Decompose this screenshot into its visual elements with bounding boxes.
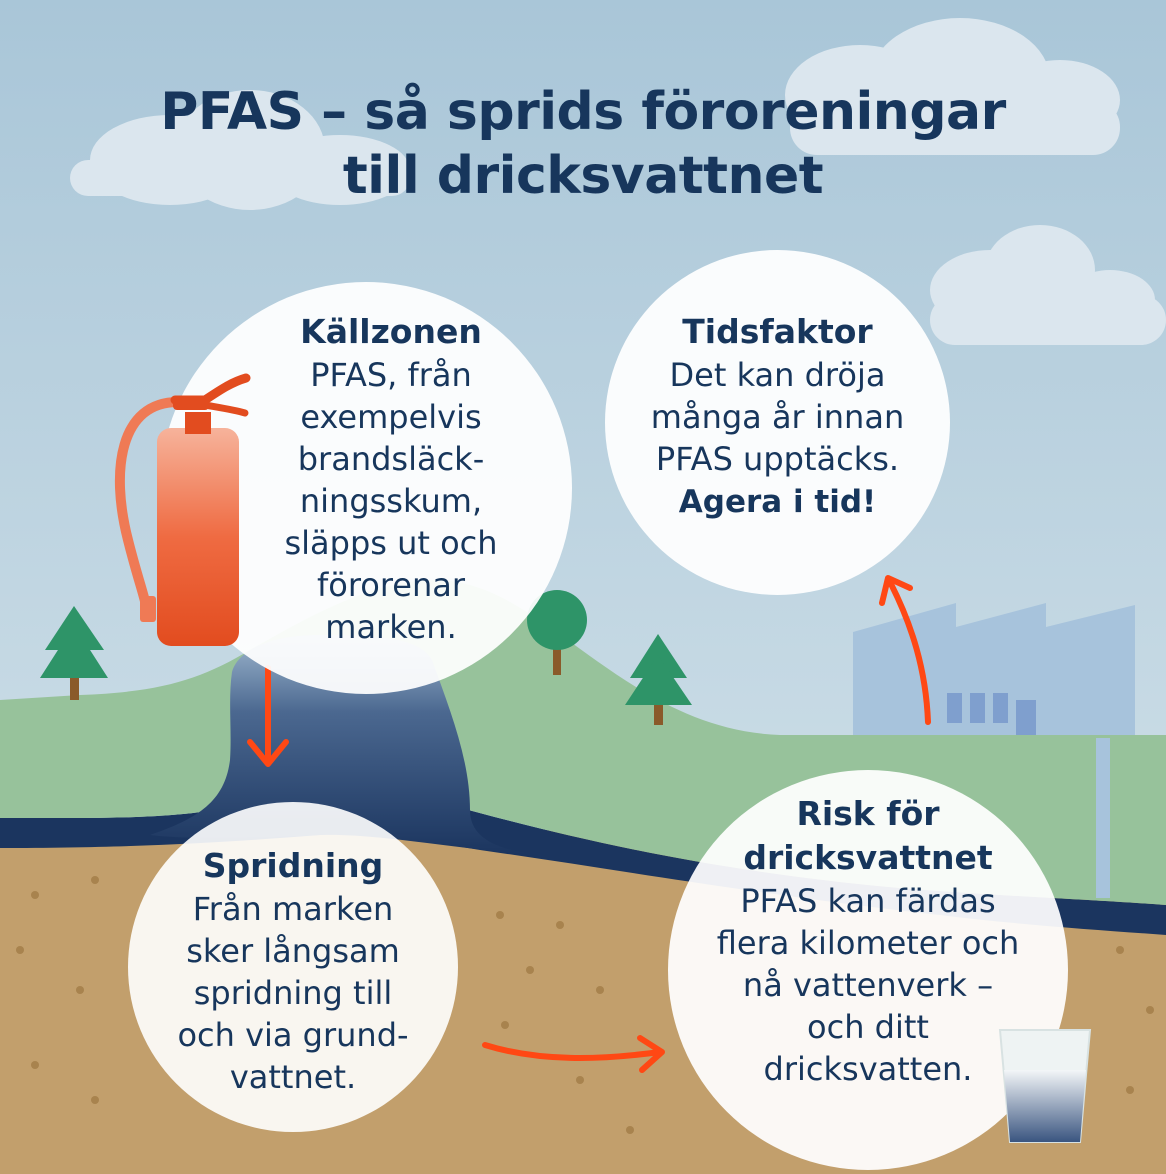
spreading-callout bbox=[128, 802, 458, 1132]
callout-line: släpps ut och bbox=[284, 524, 498, 562]
call-to-action: Agera i tid! bbox=[678, 484, 877, 520]
pipe bbox=[1096, 738, 1110, 898]
title-line: PFAS – så sprids föroreningar bbox=[160, 82, 1006, 142]
page-title bbox=[0, 80, 1166, 208]
callout-line: PFAS, från bbox=[310, 356, 472, 394]
source-zone-callout bbox=[160, 282, 572, 694]
callout-line: Det kan dröja bbox=[669, 356, 886, 394]
callout-heading: Källzonen bbox=[300, 312, 482, 351]
title-line: till dricksvattnet bbox=[342, 146, 824, 206]
callout-body bbox=[261, 354, 521, 648]
callout-body bbox=[618, 354, 938, 480]
callout-line: exempelvis bbox=[300, 398, 482, 436]
callout-line: och ditt bbox=[807, 1008, 929, 1046]
callout-line: Från marken bbox=[192, 890, 394, 928]
callout-heading: Risk för bbox=[796, 794, 940, 833]
callout-line: spridning till bbox=[193, 974, 393, 1012]
drinking-water-risk-callout bbox=[668, 770, 1068, 1170]
time-factor-callout bbox=[605, 250, 950, 595]
callout-line: många år innan bbox=[650, 398, 905, 436]
callout-line: ningsskum, bbox=[299, 482, 483, 520]
callout-line: sker långsam bbox=[186, 932, 400, 970]
callout-line: och via grund- bbox=[177, 1016, 409, 1054]
callout-line: PFAS upptäcks. bbox=[655, 440, 900, 478]
callout-heading: Tidsfaktor bbox=[682, 312, 873, 351]
callout-line: vattnet. bbox=[229, 1058, 357, 1096]
callout-line: flera kilometer och bbox=[716, 924, 1020, 962]
callout-line: dricksvatten. bbox=[763, 1050, 973, 1088]
callout-body bbox=[688, 880, 1048, 1090]
callout-line: förorenar bbox=[316, 566, 466, 604]
callout-line: brandsläck- bbox=[297, 440, 485, 478]
callout-line: PFAS kan färdas bbox=[740, 882, 996, 920]
callout-body bbox=[143, 888, 443, 1098]
callout-heading: dricksvattnet bbox=[743, 838, 993, 877]
water-works-building-icon bbox=[853, 603, 1135, 735]
callout-line: marken. bbox=[325, 608, 457, 646]
callout-line: nå vattenverk – bbox=[742, 966, 994, 1004]
callout-heading: Spridning bbox=[202, 846, 384, 885]
